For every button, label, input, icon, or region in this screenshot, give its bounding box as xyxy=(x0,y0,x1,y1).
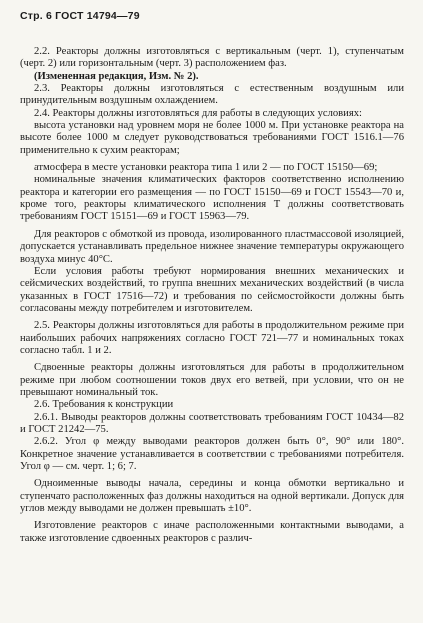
twin-reactors: Сдвоенные реакторы должны изготовляться для работы в продолжительном режиме при любом соотношении токов двух его ветвей, при условии, что он не превышают номинальный ток. xyxy=(20,362,404,398)
condition-atmosphere: атмосфера в месте установки реактора типа 1 или 2 — по ГОСТ 15150—69; xyxy=(34,162,378,174)
condition-altitude: высота установки над уровнем моря не более 1000 м. При установке реактора на высоте более 1000 м следует руководствоваться требованиями ГОСТ 1516.1—76 применительно к сухим реакторам; xyxy=(20,120,404,156)
clause-2-5: 2.5. Реакторы должны изготовляться для работы в продолжительном режиме при наибольших рабочих напряжениях согласно ГОСТ 721—77 и номинальных токах согласно табл. 1 и 2. xyxy=(20,320,404,356)
page-header: Стр. 6 ГОСТ 14794—79 xyxy=(20,10,140,22)
clause-2-6-1: 2.6.1. Выводы реакторов должны соответствовать требованиям ГОСТ 10434—82 и ГОСТ 21242—75. xyxy=(20,411,404,435)
clause-2-3: 2.3. Реакторы должны изготовляться с естественным воздушным или принудительным воздушным охлаждением. xyxy=(20,83,404,107)
other-terminals: Изготовление реакторов с иначе расположенными контактными выводами, а также изготовление сдвоенных реакторов с различ- xyxy=(20,520,404,544)
clause-2-6-heading: 2.6. Требования к конструкции xyxy=(34,399,174,411)
clause-2-4: 2.4. Реакторы должны изготовляться для работы в следующих условиях: xyxy=(34,107,362,119)
insulation-note: Для реакторов с обмоткой из провода, изолированного пластмассовой изоляцией, допускается устанавливать предельное нижнее значение температуры окружающего воздуха минус 40°С. xyxy=(20,228,404,265)
document-body xyxy=(20,46,404,545)
terminals-alignment: Одноименные выводы начала, середины и конца обмотки вертикально и ступенчато расположенных фаз должны находиться на одной вертикали. Допуск для углов между выводами не должен превышать ±10°. xyxy=(20,478,404,515)
mechanical-conditions: Если условия работы требуют нормирования внешних механических и сейсмических воздействий, то группа внешних механических воздействий (в числа указанных в ГОСТ 17516—72) и требования по сейсмостойкости должны быть согласованы между потребителем и изготовителем. xyxy=(20,265,404,314)
clause-2-2: 2.2. Реакторы должны изготовляться с вертикальным (черт. 1), ступенчатым (черт. 2) или горизонтальным (черт. 3) расположением фаз. xyxy=(20,46,404,70)
clause-2-6-2: 2.6.2. Угол φ между выводами реакторов должен быть 0°, 90° или 180°. Конкретное значение устанавливается в соответствии с требованиями потребителя. Угол φ — см. черт. 1; 6; 7. xyxy=(20,436,404,472)
amendment-note: (Измененная редакция, Изм. № 2). xyxy=(34,70,199,82)
condition-climate: номинальные значения климатических факторов соответственно исполнению реактора и категории его размещения — по ГОСТ 15150—69 и ГОСТ 15543—70 и, кроме того, реакторы климатического исполнения Т должны соответствовать требованиям ГОСТ 15151—69 и ГОСТ 15963—79. xyxy=(20,174,404,223)
